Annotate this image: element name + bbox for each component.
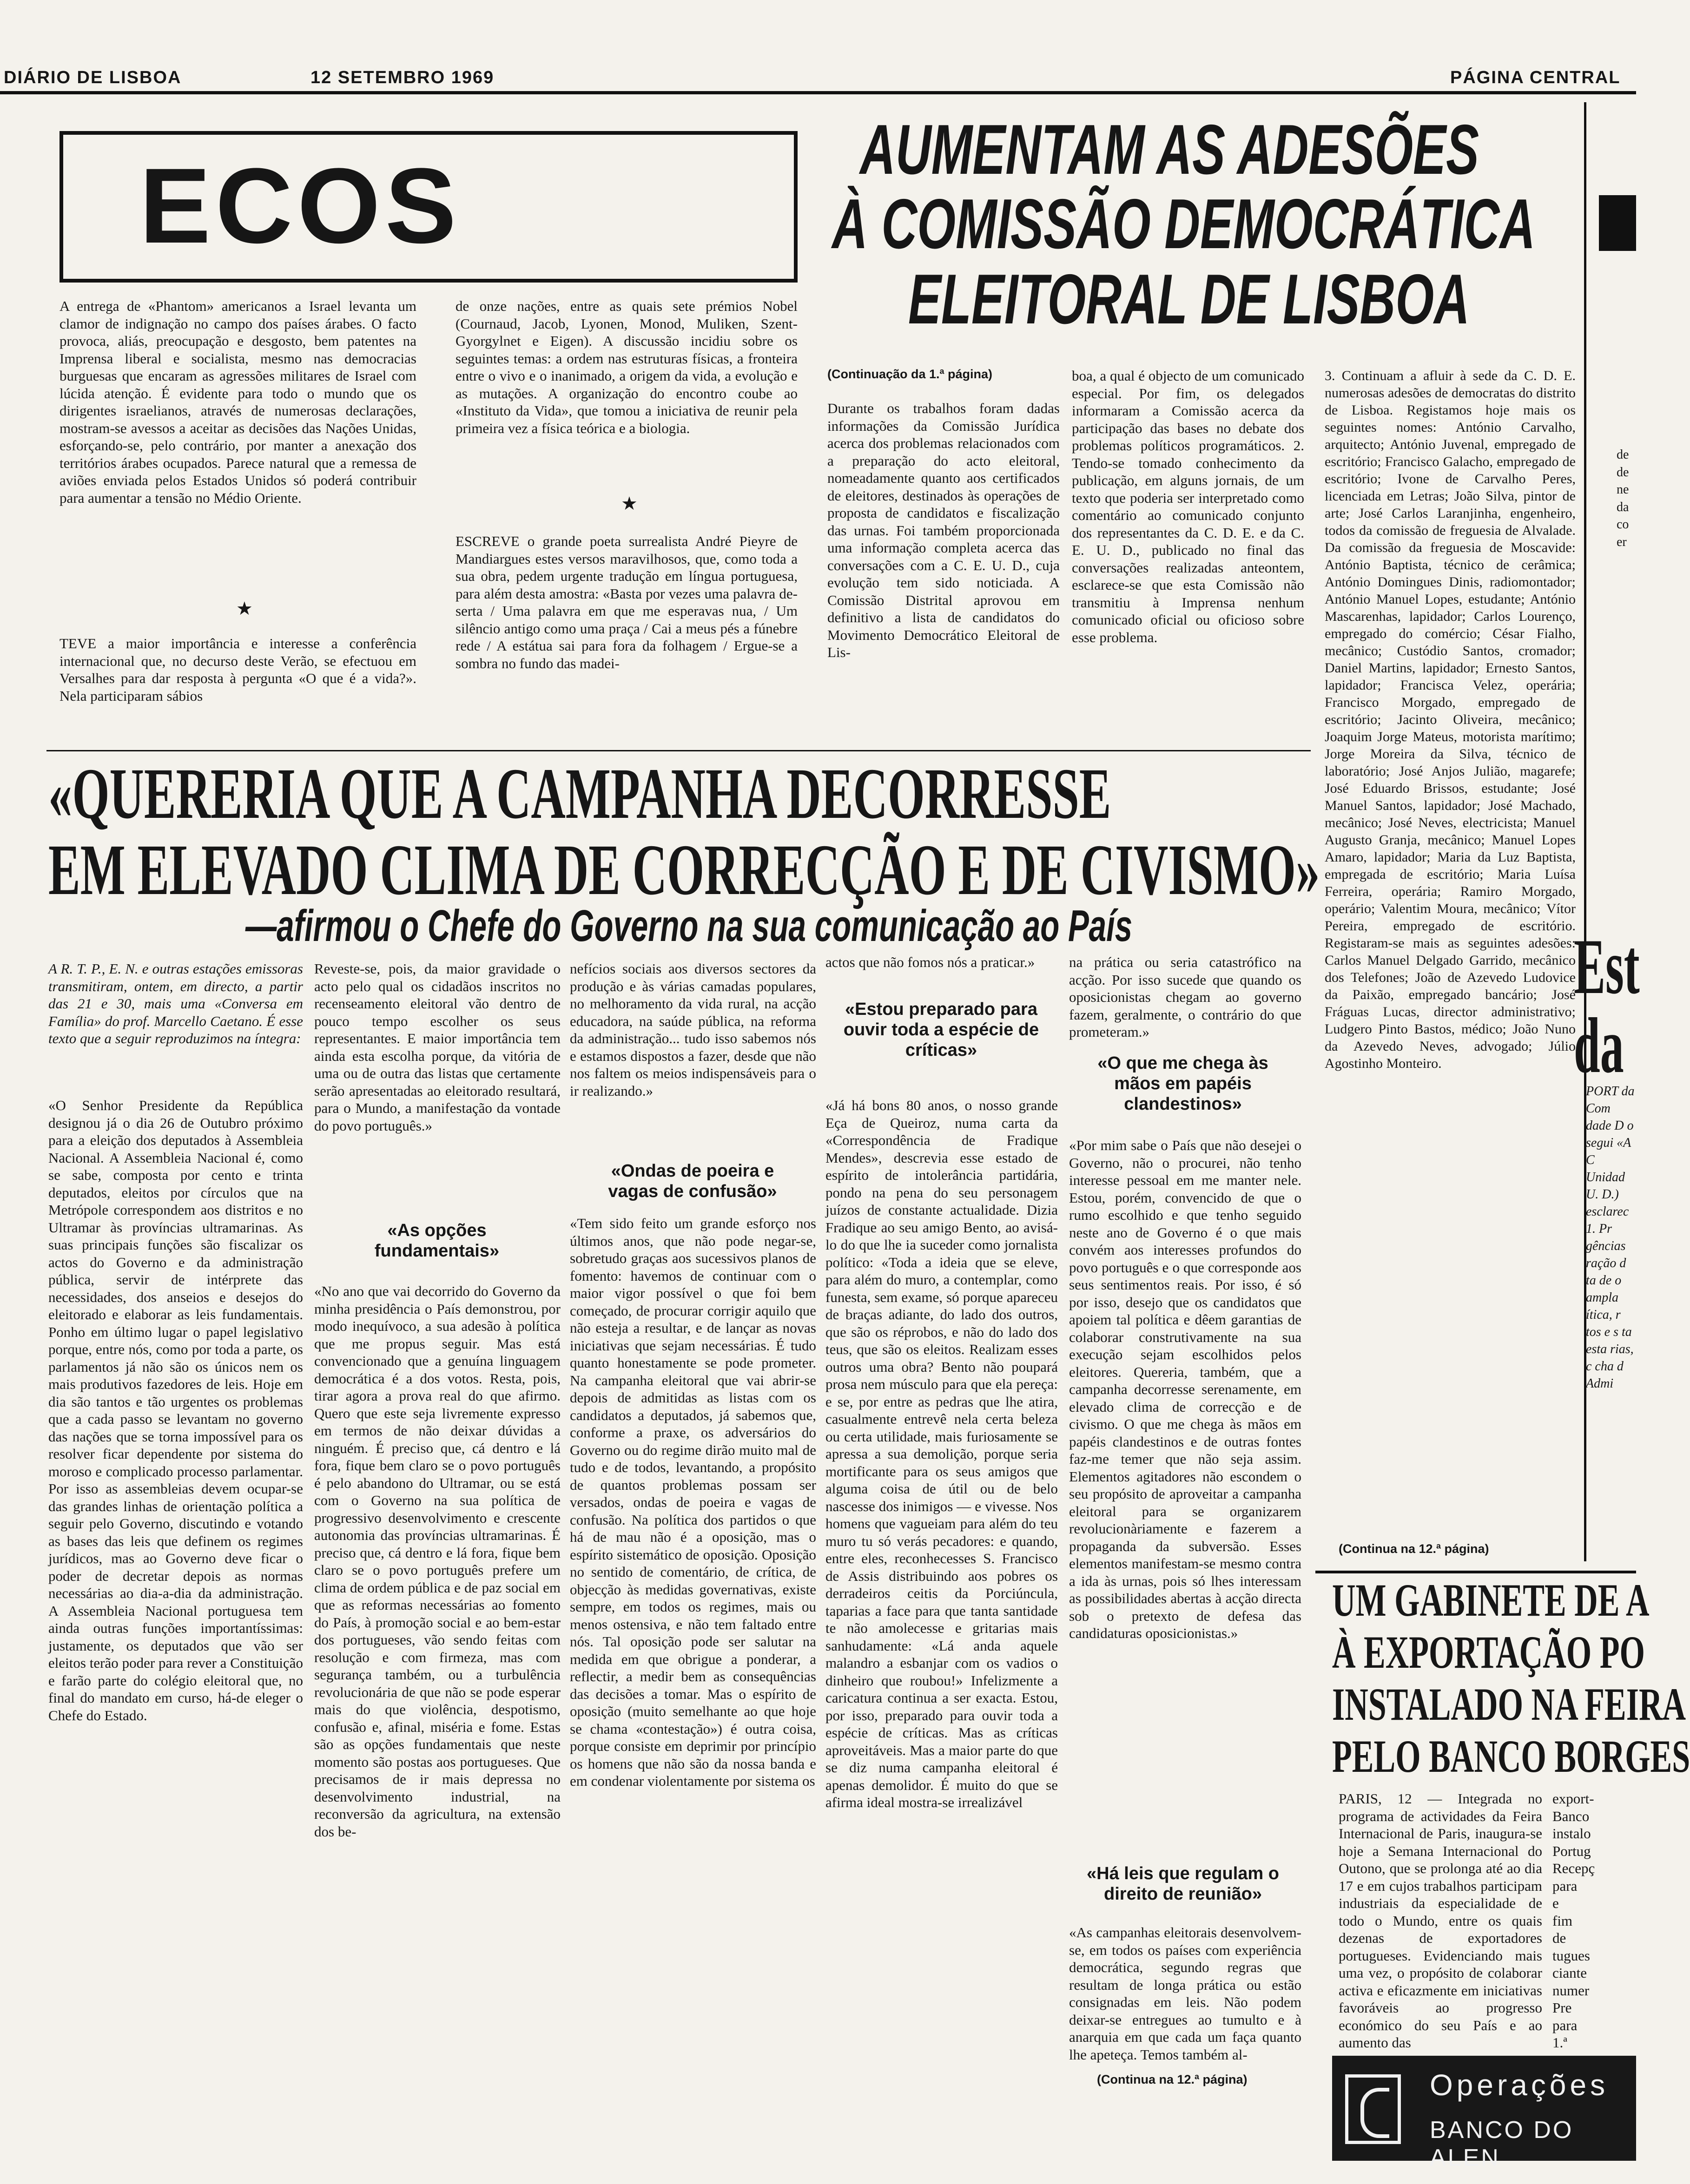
ecos-nobel-text: de onze nações, entre as quais sete prémios Nobel (Cournaud, Jacob, Lyonen, Monod, Muliken, Szent-Gyorgylnet e Eigen). A discussão incidiu sobre os seguintes temas: a ordem nas estruturas físicas, a fronteira entre o vivo e o inanimado, a origem da vida, a evolução e as mutações. A organização do encontro coube ao «Instituto da Vida», que tomou a iniciativa de reunir pela primeira vez a física teórica e a biologia. — [456, 298, 798, 436]
main-continued-note: (Continua na 12.ª página) — [1097, 2072, 1248, 2086]
export-column-1 — [1339, 1790, 1542, 2050]
cde-continued-note: (Continua na 12.ª página) — [1339, 1542, 1489, 1556]
bank-ad-banner — [1332, 2056, 1636, 2171]
ecos-column-2b — [456, 533, 798, 765]
export-headline-line-3: INSTALADO NA FEIRA — [1332, 1678, 1686, 1730]
main-headline-line-1: «QUERERIA QUE A CAMPANHA DECORRESSE — [48, 753, 1111, 834]
subhead-reuniao: «Há leis que regulam o direito de reunião» — [1087, 1864, 1279, 1904]
main-body-2a: Reveste-se, pois, da maior gravidade o acto pelo qual os cidadãos inscritos no recenseamento eleitoral vão dentro de pouco tempo escolher os seus representantes. E maior importância tem ainda esta escolha porque, da vitória de uma ou de outra das listas que certamente serão apresentadas ao eleitorado resultará, para o Mundo, a manifestação da vontade do povo português.» — [314, 960, 561, 1134]
cde-continuation-note: (Continuação da 1.ª página) — [827, 367, 993, 381]
ecos-israel-text: A entrega de «Phantom» americanos a Israel levanta um clamor de indignação no campo dos países árabes. O facto provoca, aliás, preocupação e desgosto, bem patentes na Imprensa liberal e socialista, mesmo nas democracias burguesas que encaram as agressões militares de Israel com lúcida atenção. É evidente para todo o mundo que os dirigentes israelianos, através de numerosas declarações, mostram-se avessos a aceitar as decisões das Nações Unidas, esforçando-se, pelo contrário, por manter a anexação dos territórios árabes ocupados. Parece natural que a remessa de aviões enviada pelos Estados Unidos só poderá contribuir para aumentar a tensão no Médio Oriente. — [59, 298, 416, 506]
main-body-3a: nefícios sociais aos diversos sectores da produção e às várias camadas populares, no melhoramento da vida rural, na acção educadora, na saúde pública, na reforma da administração... tudo isso sabemos nós e estamos dispostos a fazer, desde que não nos faltem os meios indispensáveis para o ir realizando.» — [570, 960, 816, 1099]
main-top-rule — [46, 750, 1311, 751]
export-headline-line-4: PELO BANCO BORGES — [1332, 1730, 1690, 1782]
main-column-2b — [314, 1283, 561, 2091]
separator-star: ★ — [621, 493, 638, 514]
main-body-4a: actos que não fomos nós a praticar.» — [825, 954, 1035, 970]
main-column-4b — [825, 1097, 1058, 2091]
main-body-2b: «No ano que vai decorrido do Governo da minha presidência o País demonstrou, por modo inequívoco, a sua adesão à política que me propus seguir. Mas está convencionado que a genuína linguagem democrática é a dos votos. Resta, pois, tirar agora a prova real do que afirmo. Quero que este seja livremente expresso em termos de não deixar dúvidas a ninguém. É preciso que, cá dentro e lá fora, fique bem claro se o povo português é pelo abandono do Ultramar, ou se está com o Governo na sua política de progressivo desenvolvimento e crescente autonomia das províncias ultramarinas. É preciso que, cá dentro e lá fora, fique bem claro se o povo português prefere um clima de ordem pública e de paz social em que as reformas necessárias ao fomento do País, à promoção social e ao bem-estar dos portugueses, vão sendo feitas com resolução e com firmeza, mas com segurança também, ou a turbulência revolucionária de que não se pode esperar mais do que violência, despotismo, confusão e, afinal, miséria e fome. Estas são as opções fundamentais que neste momento são postas aos portugueses. Que precisamos de ir mais depressa no desenvolvimento industrial, na reconversão da agricultura, na extensão dos be- — [314, 1283, 561, 1840]
main-column-5b — [1069, 1137, 1301, 1936]
bank-ad-name: BANCO DO ALEN — [1430, 2117, 1574, 2171]
right-edge-top-text: de de ne da co er — [1617, 447, 1629, 549]
ecos-column-1 — [59, 297, 416, 576]
main-intro-text: A R. T. P., E. N. e outras estações emissoras transmitiram, ontem, em directo, a partir das 21 e 30, mais uma «Conversa em Família» do prof. Marcello Caetano. É esse texto que a seguir reproduzimos na íntegra: — [48, 960, 303, 1046]
ecos-conference-text: TEVE a maior importância e interesse a conferência internacional que, no decurso deste Verão, se efectuou em Versalhes para dar resposta à pergunta «O que é a vida?». Nela participaram sábios — [59, 635, 416, 704]
export-body-1: PARIS, 12 — Integrada no programa de actividades da Feira Internacional de Paris, inaugura-se hoje a Semana Internacional do Outono, que se prolonga até ao dia 17 e em cujos trabalhos participam industriais da especialidade de todo o Mundo, entre os quais dezenas de exportadores portugueses. Evidenciando mais uma vez, o propósito de colaborar activa e eficazmente em iniciativas favoráveis ao progresso económico do seu País e ao aumento das — [1339, 1790, 1542, 2051]
cde-column-3 — [1325, 367, 1576, 1520]
main-column-5c — [1069, 1924, 1301, 2061]
issue-date: 12 SETEMBRO 1969 — [310, 68, 495, 87]
main-column-1 — [48, 1097, 303, 2091]
header-rule — [0, 91, 1636, 94]
subhead-clandestinos: «O que me chega às mãos em papéis clandestinos» — [1097, 1053, 1268, 1114]
cde-body-1: Durante os trabalhos foram dadas informações da Comissão Jurídica acerca dos problemas relacionados com a preparação do acto eleitoral, nomeadamente quanto aos certificados de eleitores, destinados às operações de proposta de candidatos e fiscalização das urnas. Foi também proporcionada uma informação completa acerca das conversações com a C. E. U. D., cuja evolução tem sido noticiada. A Comissão Distrital aprovou em definitivo a lista de candidatos do Movimento Democrático Eleitoral de Lis- — [827, 400, 1060, 660]
separator-star: ★ — [236, 598, 253, 619]
cde-body-3: 3. Continuam a afluir à sede da C. D. E. numerosas adesões de democratas do distrito de Lisboa. Registamos hoje mais os seguintes nomes: António Carvalho, arquitecto; António Juvenal, empregado de escritório; Francisco Galacho, empregado de escritório; Ivone de Carvalho Peres, licenciada em Letras; João Silva, pintor de arte; José Carlos Laranjinha, engenheiro, todos da comissão de freguesia de Alvalade. Da comissão da freguesia de Moscavide: António Baptista, técnico de cerâmica; António Domingues Dinis, radiomontador; António Manuel Lopes, estudante; António Mascarenhas, lapidador; Carlos Lourenço, empregado do comércio; César Fialho, mecânico; Custódio Santos, cromador; Daniel Martins, lapidador; Ernesto Santos, lapidador; Francisca Velez, operária; Francisco Morgado, empregado de escritório; Jacinto Oliveira, mecânico; Joaquim Jorge Mateus, motorista marítimo; Jorge Moreira da Silva, técnico de laboratório; José Anjos Julião, magarefe; José Eduardo Brissos, estudante; José Manuel Santos, lapidador; José Machado, mecânico; José Neves, electricista; Manuel Augusto Granja, mecânico; Manuel Lopes Amaro, lapidador; Maria da Luz Baptista, empregada de escritório; Maria Luísa Ferreira, operária; Ramiro Morgado, operário; Valentim Moura, mecânico; Vítor Pereira, empregado de escritório. Registaram-se mais as seguintes adesões: Carlos Manuel Delgado Garrido, mecânico dos Telefones; João de Azevedo Ludovice da Paixão, empregado bancário; José Fráguas Lucas, director administrativo; Ludgero Pinto Bastos, médico; João Nuno da Azevedo Neves, advogado; Júlio Agostinho Monteiro. — [1325, 368, 1576, 1071]
cde-body-2: boa, a qual é objecto de um comunicado especial. Por fim, os delegados informaram a Comissão acerca da participação das bases no debate dos problemas políticos programáticos. 2. Tendo-se tomado conhecimento da publicação, em alguns jornais, de um texto que poderia ser interpretado como comentário ao comunicado conjunto dos representantes da C. D. E. e da C. E. U. D., publicado no final das conversações realizadas anteontem, esclarece-se que esta Comissão não transmitiu à Imprensa nenhum comunicado oficial ou oficioso sobre esse problema. — [1072, 368, 1304, 645]
ecos-column-1b — [59, 635, 416, 765]
cde-headline-line-3: ELEITORAL DE LISBOA — [908, 260, 1470, 339]
right-edge-headline: Est — [1574, 923, 1640, 1010]
main-body-5c: «As campanhas eleitorais desenvolvem-se, em todos os países com experiência democrática, segundo regras que resultam de longa prática ou estão consignadas em leis. Não podem deixar-se entregues ao tumulto e à anarquia em que cada um faça quanto lhe apeteça. Temos também al- — [1069, 1924, 1301, 2063]
right-edge-block — [1599, 195, 1636, 251]
export-column-2 — [1552, 1790, 1631, 2051]
cde-headline-line-2: À COMISSÃO DEMOCRÁTICA — [832, 184, 1536, 263]
right-edge-headline-2: da — [1574, 1002, 1624, 1089]
main-column-3b — [570, 1215, 816, 2091]
cde-column-1 — [827, 400, 1060, 762]
main-body-3b: «Tem sido feito um grande esforço nos últimos anos, que não pode negar-se, sobretudo graças aos sucessivos planos de fomento: havemos de continuar com o maior vigor possível o que foi bem começado, de procurar corrigir aquilo que não esteja a resultar, e de lançar as novas iniciativas que sejam necessárias. É tudo quanto honestamente se pode prometer. Na campanha eleitoral que vai abrir-se depois de admitidas as listas com os candidatos a deputados, já sabemos que, conforme a praxe, os adversários do Governo ou do regime dirão muito mal de tudo e de todos, levantando, a propósito de quantos problemas possam ser versados, ondas de poeira e vagas de confusão. Na política dos partidos o que há de mau não é a oposição, mas o espírito sistemático de oposição. Oposição no sentido de comentário, de crítica, de objecção às medidas governativas, existe sempre, em todos os regimes, mais ou menos ostensiva, e não tem faltado entre nós. Tal oposição pode ser salutar na medida em que obrigue a ponderar, a reflectir, a medir bem as consequências das decisões a tomar. Mas o espírito de oposição (muito semelhante ao que hoje se chama «contestação») é outra coisa, porque consiste em deprimir por princípio os homens que não são da nossa banda e em condenar violentamente por sistema os — [570, 1215, 816, 1789]
subhead-opcoes: «As opções fundamentais» — [374, 1221, 500, 1261]
main-body-4b: «Já há bons 80 anos, o nosso grande Eça de Queiroz, numa carta da «Correspondência de Fradique Mendes», descrevia esse estado de espírito de intolerância partidária, pondo na pena do seu personagem juízos de constante actualidade. Dizia Fradique ao seu amigo Bento, ao avisá-lo do que lhe ia suceder como jornalista político: «Toda a ideia que se eleve, para além do muro, a contemplar, como funesta, sem exame, só porque apareceu de braças adiante, do lado dos outros, que são os réprobos, e não do lado dos teus, que são os eleitos. Realizam esses outros uma obra? Bento não poupará prosa nem músculo para que ela pereça: e se, por entre as pedras que lhe atira, casualmente entrevê nela certa beleza ou certa utilidade, mais furiosamente se apressa a sua demolição, porque seria mortificante para os seus amigos que alguma coisa de útil ou de belo nascesse dos inimigos — e vivesse. Nos homens que vagueiam para além do teu muro tu só verás pecadores: e quando, entre eles, reconhecesses S. Francisco de Assis distribuindo aos pobres os derradeiros ceitis da Porciúncula, taparias a face para que tanta santidade te não amolecesse e gritarias mais sanhudamente: «Lá anda aquele malandro a esbanjar com os vadios o dinheiro que roubou!» Infelizmente a caricatura continua a ser exacta. Estou, por isso, preparado para ouvir toda a espécie de críticas. Mas as críticas aproveitáveis. Mas a maior parte do que se diz numa campanha eleitoral é apenas demolidor. É muito do que se afirma ideal mostra-se irrealizável — [825, 1097, 1058, 1810]
subhead-criticas: «Estou preparado para ouvir toda a espécie de críticas» — [843, 1000, 1039, 1060]
main-body-5a: na prática ou seria catastrófico na acção. Por isso sucede que quando os oposicionistas chegam ao governo fazem, geralmente, o contrário do que prometeram.» — [1069, 954, 1301, 1040]
page-label: PÁGINA CENTRAL — [1450, 68, 1621, 87]
subhead-ondas: «Ondas de poeira e vagas de confusão» — [608, 1161, 777, 1201]
main-body-1: «O Senhor Presidente da República designou já o dia 26 de Outubro próximo para a eleição dos deputados à Assembleia Nacional. A Assembleia Nacional é, como se sabe, composta por cento e trinta deputados, eleitos por círculos que na Metrópole correspondem aos distritos e no Ultramar às províncias ultramarinas. As suas principais funções são fiscalizar os actos do Governo e da administração pública, servir de intérprete das necessidades, dos anseios e desejos do eleitorado e elaborar as leis fundamentais. Ponho em último lugar o papel legislativo porque, entre nós, como por toda a parte, os parlamentos já não são os únicos nem os mais produtivos fazedores de leis. Hoje em dia são tantos e tão urgentes os problemas que a cada passo se levantam no governo das nações que se torna impossível para os resolver ficar dependente por sistema do moroso e complicado processo parlamentar. Por isso as assembleias devem ocupar-se das grandes linhas de orientação política a seguir pelo Governo, discutindo e votando as bases das leis que definem os regimes jurídicos, mas ao Governo deve ficar o poder de decretar depois as normas necessárias ao dia-a-dia da administração. A Assembleia Nacional portuguesa tem ainda outras funções importantíssimas: justamente, os deputados que vão ser eleitos terão poder para rever a Constituição e farão parte do colégio eleitoral que, no final do mandato em curso, há-de eleger o Chefe do Estado. — [48, 1097, 303, 1724]
main-column-4a — [825, 954, 1058, 991]
cde-headline-line-1: AUMENTAM AS ADESÕES — [860, 110, 1479, 189]
main-intro — [48, 960, 303, 1085]
newspaper-name: DIÁRIO DE LISBOA — [4, 68, 182, 87]
export-headline-line-1: UM GABINETE DE A — [1332, 1574, 1650, 1626]
main-column-3a — [570, 960, 816, 1155]
main-subheadline: —afirmou o Chefe do Governo na sua comunicação ao País — [245, 901, 1133, 951]
ecos-poet-text: ESCREVE o grande poeta surrealista André Pieyre de Mandiargues estes versos maravilhosos, que, como toda a sua obra, pedem urgente tradução em língua portuguesa, para além desta amostra: «Basta por vezes uma palavra de-serta / Uma palavra em que me esperavas nua, / Um silêncio antigo como uma praça / Cai a meus pés a fúnebre rede / A estátua sai para fora da folhagem / Ergue-se a sombra no fundo das madei- — [456, 533, 798, 671]
main-headline-line-2: EM ELEVADO CLIMA DE CORRECÇÃO E DE CIVISMO» — [48, 829, 1320, 910]
main-column-5a — [1069, 954, 1301, 1042]
right-edge-fragments — [1586, 1083, 1636, 1520]
bank-logo-icon — [1345, 2074, 1401, 2144]
main-body-5b: «Por mim sabe o País que não desejei o Governo, não o procurei, não tenho interesse pessoal em me manter nele. Estou, porém, convencido de que o rumo escolhido e que tenho seguido neste ano de Governo é o que mais convém aos interesses profundos do povo português e o que corresponde aos seus sentimentos reais. Por isso, é só por isso, desejo que os candidatos que apoiem tal política e dêem garantias de colaborar construtivamente na sua execução sejam escolhidos pelos eleitores. Quereria, também, que a campanha decorresse serenamente, em elevado clima de correcção e de civismo. O que me chega às mãos em papéis clandestinos e de outras fontes faz-me temer que não seja assim. Elementos agitadores não escondem o seu propósito de aproveitar a campanha eleitoral para se organizarem revolucionàriamente e fazerem a propaganda da subversão. Esses elementos manifestam-se mesmo contra a ida às urnas, pois só lhes interessam as possibilidades abertas à acção directa sob o pretexto de defesa das candidaturas oposicionistas.» — [1069, 1137, 1301, 1641]
right-edge-text: PORT da Com dade D o segui «A C Unidad U. D.) esclarec 1. Pr gências ração d ta de o ampla ítica, r tos e s ta esta rias, c cha d Admi — [1586, 1084, 1635, 1391]
export-headline-line-2: À EXPORTAÇÃO PO — [1332, 1626, 1645, 1678]
ecos-column-2 — [456, 297, 798, 472]
export-body-2: export- Banco instalo Portug Recepç para e fim de tugues ciante numer Pre para 1.ª — [1552, 1790, 1595, 2051]
cde-column-2 — [1072, 367, 1304, 762]
ecos-title: ECOS — [139, 146, 461, 265]
bank-ad-top-text: Operações — [1430, 2068, 1609, 2102]
main-column-2a — [314, 960, 561, 1213]
right-edge-fragments-top — [1617, 446, 1636, 595]
